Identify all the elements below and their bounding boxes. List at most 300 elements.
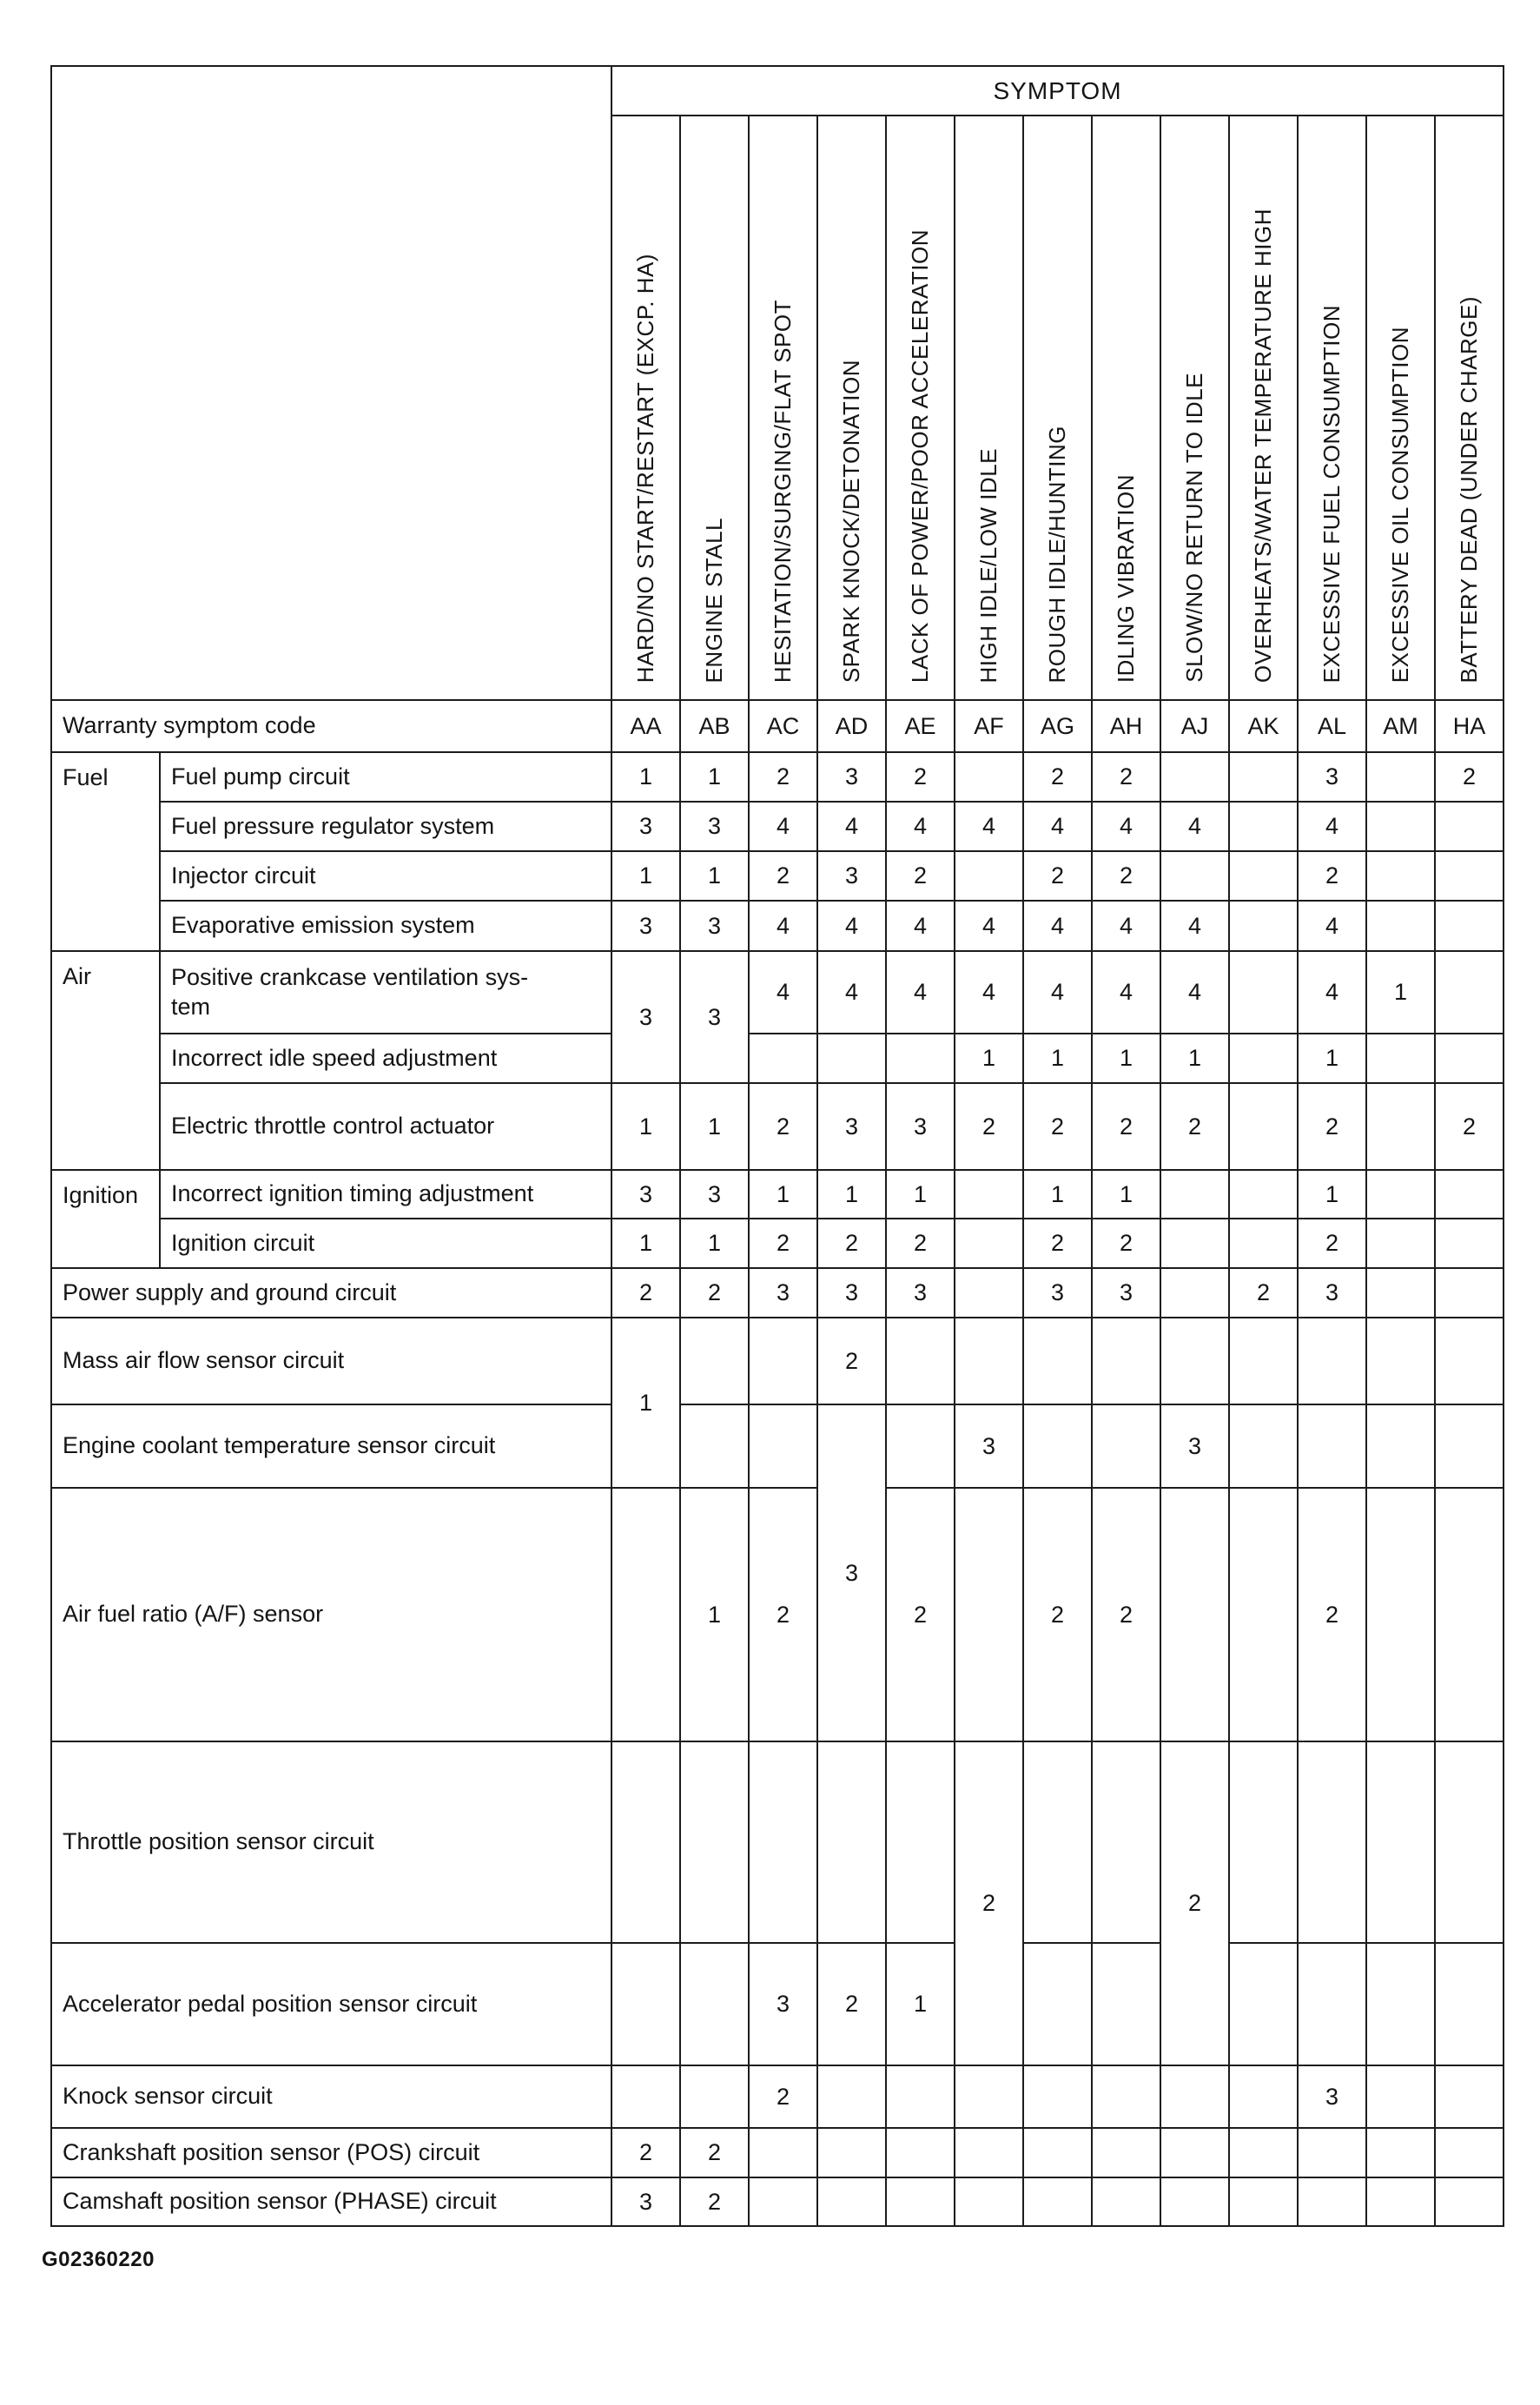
cell-camshaft-position-sensor-phase-circuit-ha — [1435, 2177, 1504, 2226]
warranty-code-af: AF — [955, 700, 1023, 752]
cell-incorrect-ignition-timing-adjustment-ha — [1435, 1170, 1504, 1219]
row-incorrect-idle-speed-adjustment — [51, 1034, 1504, 1083]
cell-electric-throttle-control-actuator-aa: 1 — [611, 1083, 680, 1170]
cell-crankshaft-position-sensor-pos-circuit-af — [955, 2128, 1023, 2177]
warranty-code-aa: AA — [611, 700, 680, 752]
cell-incorrect-ignition-timing-adjustment-ak — [1229, 1170, 1298, 1219]
cell-injector-circuit-ab: 1 — [680, 851, 749, 901]
row-air-fuel-ratio-sensor — [51, 1488, 1504, 1741]
cell-fuel-pressure-regulator-system-ab: 3 — [680, 802, 749, 851]
cell-engine-coolant-temperature-sensor-circuit-af: 3 — [955, 1404, 1023, 1488]
row-label-air-fuel-ratio-sensor: Air fuel ratio (A/F) sensor — [51, 1488, 611, 1741]
cell-engine-coolant-temperature-sensor-circuit-am — [1366, 1404, 1435, 1488]
row-knock-sensor-circuit — [51, 2065, 1504, 2128]
cell-crankshaft-position-sensor-pos-circuit-al — [1298, 2128, 1366, 2177]
column-header-aj — [1160, 116, 1229, 700]
row-accelerator-pedal-position-sensor-circuit — [51, 1943, 1504, 2065]
cell-camshaft-position-sensor-phase-circuit-ag — [1023, 2177, 1092, 2226]
cell-engine-coolant-temperature-sensor-circuit-ac — [749, 1404, 817, 1488]
column-header-ag — [1023, 116, 1092, 700]
cell-fuel-pressure-regulator-system-ac: 4 — [749, 802, 817, 851]
symptom-matrix-table — [50, 65, 1504, 2227]
cell-throttle-position-sensor-circuit-ag — [1023, 1741, 1092, 1943]
cell-air-fuel-ratio-sensor-aa — [611, 1488, 680, 1741]
cell-camshaft-position-sensor-phase-circuit-ab: 2 — [680, 2177, 749, 2226]
row-label-mass-air-flow-sensor-circuit: Mass air flow sensor circuit — [51, 1318, 611, 1404]
cell-camshaft-position-sensor-phase-circuit-al — [1298, 2177, 1366, 2226]
cell-knock-sensor-circuit-ak — [1229, 2065, 1298, 2128]
column-header-ha — [1435, 116, 1504, 700]
cell-ignition-circuit-aj — [1160, 1219, 1229, 1268]
row-label-throttle-position-sensor-circuit: Throttle position sensor circuit — [51, 1741, 611, 1943]
cell-throttle-position-sensor-circuit-al — [1298, 1741, 1366, 1943]
group-label-fuel: Fuel — [51, 752, 160, 951]
cell-engine-coolant-temperature-sensor-circuit-aj: 3 — [1160, 1404, 1229, 1488]
cell-air-fuel-ratio-sensor-ae: 2 — [886, 1488, 955, 1741]
cell-fuel-pressure-regulator-system-ah: 4 — [1092, 802, 1160, 851]
cell-incorrect-idle-speed-adjustment-al: 1 — [1298, 1034, 1366, 1083]
cell-ignition-circuit-ae: 2 — [886, 1219, 955, 1268]
cell-positive-crankcase-ventilation-system-af: 4 — [955, 951, 1023, 1034]
cell-injector-circuit-al: 2 — [1298, 851, 1366, 901]
cell-fuel-pump-circuit-aa: 1 — [611, 752, 680, 802]
row-engine-coolant-temperature-sensor-circuit — [51, 1404, 1504, 1488]
cell-injector-circuit-ak — [1229, 851, 1298, 901]
cell-fuel-pump-circuit-al: 3 — [1298, 752, 1366, 802]
cell-knock-sensor-circuit-ac: 2 — [749, 2065, 817, 2128]
cell-evaporative-emission-system-ab: 3 — [680, 901, 749, 951]
row-fuel-pump-circuit — [51, 752, 1504, 802]
cell-mass-air-flow-sensor-circuit-al — [1298, 1318, 1366, 1404]
cell-camshaft-position-sensor-phase-circuit-am — [1366, 2177, 1435, 2226]
cell-fuel-pressure-regulator-system-aa: 3 — [611, 802, 680, 851]
cell-incorrect-idle-speed-adjustment-ag: 1 — [1023, 1034, 1092, 1083]
cell-air-fuel-ratio-sensor-am — [1366, 1488, 1435, 1741]
cell-fuel-pump-circuit-ag: 2 — [1023, 752, 1092, 802]
cell-evaporative-emission-system-ah: 4 — [1092, 901, 1160, 951]
cell-mass-air-flow-sensor-circuit-ae — [886, 1318, 955, 1404]
cell-throttle-position-sensor-circuit-aj: 2 — [1160, 1741, 1229, 2065]
cell-injector-circuit-aj — [1160, 851, 1229, 901]
column-header-label-ak: OVERHEATS/WATER TEMPERATURE HIGH — [1249, 208, 1276, 683]
cell-electric-throttle-control-actuator-ac: 2 — [749, 1083, 817, 1170]
column-header-label-ah: IDLING VIBRATION — [1112, 473, 1139, 683]
cell-power-supply-and-ground-circuit-ak: 2 — [1229, 1268, 1298, 1318]
cell-positive-crankcase-ventilation-system-ae: 4 — [886, 951, 955, 1034]
cell-power-supply-and-ground-circuit-ac: 3 — [749, 1268, 817, 1318]
cell-crankshaft-position-sensor-pos-circuit-aj — [1160, 2128, 1229, 2177]
cell-accelerator-pedal-position-sensor-circuit-am — [1366, 1943, 1435, 2065]
cell-incorrect-ignition-timing-adjustment-ab: 3 — [680, 1170, 749, 1219]
cell-incorrect-ignition-timing-adjustment-ag: 1 — [1023, 1170, 1092, 1219]
cell-incorrect-ignition-timing-adjustment-al: 1 — [1298, 1170, 1366, 1219]
cell-knock-sensor-circuit-ag — [1023, 2065, 1092, 2128]
cell-crankshaft-position-sensor-pos-circuit-ag — [1023, 2128, 1092, 2177]
cell-throttle-position-sensor-circuit-ha — [1435, 1741, 1504, 1943]
cell-camshaft-position-sensor-phase-circuit-aa: 3 — [611, 2177, 680, 2226]
cell-air-fuel-ratio-sensor-ac: 2 — [749, 1488, 817, 1741]
column-header-label-al: EXCESSIVE FUEL CONSUMPTION — [1318, 304, 1345, 683]
cell-mass-air-flow-sensor-circuit-af — [955, 1318, 1023, 1404]
warranty-code-ag: AG — [1023, 700, 1092, 752]
cell-throttle-position-sensor-circuit-ac — [749, 1741, 817, 1943]
cell-crankshaft-position-sensor-pos-circuit-am — [1366, 2128, 1435, 2177]
row-label-crankshaft-position-sensor-pos-circuit: Crankshaft position sensor (POS) circuit — [51, 2128, 611, 2177]
cell-evaporative-emission-system-ae: 4 — [886, 901, 955, 951]
warranty-row-label: Warranty symptom code — [51, 700, 611, 752]
column-header-ac — [749, 116, 817, 700]
cell-fuel-pump-circuit-ac: 2 — [749, 752, 817, 802]
warranty-code-ac: AC — [749, 700, 817, 752]
cell-knock-sensor-circuit-ab — [680, 2065, 749, 2128]
cell-fuel-pump-circuit-ab: 1 — [680, 752, 749, 802]
cell-ignition-circuit-am — [1366, 1219, 1435, 1268]
cell-incorrect-ignition-timing-adjustment-aa: 3 — [611, 1170, 680, 1219]
row-incorrect-ignition-timing-adjustment — [51, 1170, 1504, 1219]
cell-mass-air-flow-sensor-circuit-am — [1366, 1318, 1435, 1404]
cell-fuel-pressure-regulator-system-ag: 4 — [1023, 802, 1092, 851]
cell-accelerator-pedal-position-sensor-circuit-ak — [1229, 1943, 1298, 2065]
column-header-ak — [1229, 116, 1298, 700]
cell-ignition-circuit-ha — [1435, 1219, 1504, 1268]
row-throttle-position-sensor-circuit — [51, 1741, 1504, 1943]
cell-knock-sensor-circuit-ad — [817, 2065, 886, 2128]
cell-ignition-circuit-ad: 2 — [817, 1219, 886, 1268]
cell-positive-crankcase-ventilation-system-aa: 3 — [611, 951, 680, 1083]
cell-ignition-circuit-ag: 2 — [1023, 1219, 1092, 1268]
cell-throttle-position-sensor-circuit-af: 2 — [955, 1741, 1023, 2065]
group-label-air: Air — [51, 951, 160, 1170]
cell-engine-coolant-temperature-sensor-circuit-ab — [680, 1404, 749, 1488]
cell-incorrect-idle-speed-adjustment-ac — [749, 1034, 817, 1083]
cell-incorrect-ignition-timing-adjustment-ad: 1 — [817, 1170, 886, 1219]
cell-fuel-pressure-regulator-system-ae: 4 — [886, 802, 955, 851]
cell-camshaft-position-sensor-phase-circuit-ak — [1229, 2177, 1298, 2226]
cell-power-supply-and-ground-circuit-ha — [1435, 1268, 1504, 1318]
cell-positive-crankcase-ventilation-system-ah: 4 — [1092, 951, 1160, 1034]
cell-throttle-position-sensor-circuit-aa — [611, 1741, 680, 1943]
cell-evaporative-emission-system-ad: 4 — [817, 901, 886, 951]
row-label-incorrect-idle-speed-adjustment: Incorrect idle speed adjustment — [160, 1034, 611, 1083]
cell-knock-sensor-circuit-aj — [1160, 2065, 1229, 2128]
cell-mass-air-flow-sensor-circuit-ha — [1435, 1318, 1504, 1404]
warranty-code-ak: AK — [1229, 700, 1298, 752]
cell-evaporative-emission-system-ag: 4 — [1023, 901, 1092, 951]
row-label-electric-throttle-control-actuator: Electric throttle control actuator — [160, 1083, 611, 1170]
warranty-code-ad: AD — [817, 700, 886, 752]
cell-camshaft-position-sensor-phase-circuit-af — [955, 2177, 1023, 2226]
row-injector-circuit — [51, 851, 1504, 901]
cell-air-fuel-ratio-sensor-al: 2 — [1298, 1488, 1366, 1741]
cell-throttle-position-sensor-circuit-ab — [680, 1741, 749, 1943]
cell-electric-throttle-control-actuator-ak — [1229, 1083, 1298, 1170]
row-label-camshaft-position-sensor-phase-circuit: Camshaft position sensor (PHASE) circuit — [51, 2177, 611, 2226]
cell-mass-air-flow-sensor-circuit-ah — [1092, 1318, 1160, 1404]
cell-ignition-circuit-af — [955, 1219, 1023, 1268]
cell-fuel-pump-circuit-am — [1366, 752, 1435, 802]
column-header-ab — [680, 116, 749, 700]
cell-knock-sensor-circuit-am — [1366, 2065, 1435, 2128]
cell-fuel-pump-circuit-ah: 2 — [1092, 752, 1160, 802]
cell-engine-coolant-temperature-sensor-circuit-ae — [886, 1404, 955, 1488]
cell-throttle-position-sensor-circuit-ah — [1092, 1741, 1160, 1943]
cell-power-supply-and-ground-circuit-am — [1366, 1268, 1435, 1318]
cell-electric-throttle-control-actuator-ag: 2 — [1023, 1083, 1092, 1170]
cell-fuel-pressure-regulator-system-aj: 4 — [1160, 802, 1229, 851]
cell-fuel-pressure-regulator-system-am — [1366, 802, 1435, 851]
cell-power-supply-and-ground-circuit-ah: 3 — [1092, 1268, 1160, 1318]
row-label-positive-crankcase-ventilation-system: Positive crankcase ventilation sys- tem — [160, 951, 611, 1034]
cell-incorrect-ignition-timing-adjustment-ac: 1 — [749, 1170, 817, 1219]
cell-power-supply-and-ground-circuit-af — [955, 1268, 1023, 1318]
row-positive-crankcase-ventilation-system — [51, 951, 1504, 1034]
cell-evaporative-emission-system-af: 4 — [955, 901, 1023, 951]
cell-injector-circuit-ag: 2 — [1023, 851, 1092, 901]
cell-incorrect-idle-speed-adjustment-ha — [1435, 1034, 1504, 1083]
cell-crankshaft-position-sensor-pos-circuit-ae — [886, 2128, 955, 2177]
cell-crankshaft-position-sensor-pos-circuit-ah — [1092, 2128, 1160, 2177]
warranty-code-ha: HA — [1435, 700, 1504, 752]
table-corner — [51, 66, 611, 700]
cell-fuel-pump-circuit-ae: 2 — [886, 752, 955, 802]
cell-positive-crankcase-ventilation-system-ad: 4 — [817, 951, 886, 1034]
cell-incorrect-idle-speed-adjustment-ah: 1 — [1092, 1034, 1160, 1083]
cell-fuel-pump-circuit-ad: 3 — [817, 752, 886, 802]
cell-positive-crankcase-ventilation-system-am: 1 — [1366, 951, 1435, 1034]
cell-throttle-position-sensor-circuit-ak — [1229, 1741, 1298, 1943]
cell-accelerator-pedal-position-sensor-circuit-ag — [1023, 1943, 1092, 2065]
cell-knock-sensor-circuit-aa — [611, 2065, 680, 2128]
cell-crankshaft-position-sensor-pos-circuit-ha — [1435, 2128, 1504, 2177]
row-camshaft-position-sensor-phase-circuit — [51, 2177, 1504, 2226]
cell-fuel-pump-circuit-ak — [1229, 752, 1298, 802]
cell-air-fuel-ratio-sensor-ha — [1435, 1488, 1504, 1741]
cell-throttle-position-sensor-circuit-ad — [817, 1741, 886, 1943]
row-evaporative-emission-system — [51, 901, 1504, 951]
column-header-label-ab: ENGINE STALL — [700, 517, 727, 683]
column-header-label-ae: LACK OF POWER/POOR ACCELERATION — [906, 228, 933, 683]
cell-ignition-circuit-ah: 2 — [1092, 1219, 1160, 1268]
cell-fuel-pressure-regulator-system-ad: 4 — [817, 802, 886, 851]
cell-accelerator-pedal-position-sensor-circuit-ae: 1 — [886, 1943, 955, 2065]
cell-camshaft-position-sensor-phase-circuit-ad — [817, 2177, 886, 2226]
cell-knock-sensor-circuit-al: 3 — [1298, 2065, 1366, 2128]
row-power-supply-and-ground-circuit — [51, 1268, 1504, 1318]
symptom-header: SYMPTOM — [611, 66, 1504, 116]
cell-incorrect-idle-speed-adjustment-ak — [1229, 1034, 1298, 1083]
cell-fuel-pressure-regulator-system-al: 4 — [1298, 802, 1366, 851]
cell-incorrect-idle-speed-adjustment-af: 1 — [955, 1034, 1023, 1083]
figure-code: G02360220 — [42, 2248, 155, 2271]
row-label-fuel-pressure-regulator-system: Fuel pressure regulator system — [160, 802, 611, 851]
cell-crankshaft-position-sensor-pos-circuit-ad — [817, 2128, 886, 2177]
cell-incorrect-ignition-timing-adjustment-ae: 1 — [886, 1170, 955, 1219]
cell-incorrect-idle-speed-adjustment-ad — [817, 1034, 886, 1083]
cell-mass-air-flow-sensor-circuit-ak — [1229, 1318, 1298, 1404]
row-mass-air-flow-sensor-circuit — [51, 1318, 1504, 1404]
cell-injector-circuit-am — [1366, 851, 1435, 901]
cell-incorrect-idle-speed-adjustment-aj: 1 — [1160, 1034, 1229, 1083]
cell-incorrect-ignition-timing-adjustment-ah: 1 — [1092, 1170, 1160, 1219]
cell-fuel-pressure-regulator-system-ak — [1229, 802, 1298, 851]
warranty-code-ab: AB — [680, 700, 749, 752]
cell-power-supply-and-ground-circuit-aj — [1160, 1268, 1229, 1318]
cell-positive-crankcase-ventilation-system-ha — [1435, 951, 1504, 1034]
cell-electric-throttle-control-actuator-ab: 1 — [680, 1083, 749, 1170]
cell-positive-crankcase-ventilation-system-ak — [1229, 951, 1298, 1034]
cell-mass-air-flow-sensor-circuit-ab — [680, 1318, 749, 1404]
cell-mass-air-flow-sensor-circuit-aj — [1160, 1318, 1229, 1404]
cell-positive-crankcase-ventilation-system-ac: 4 — [749, 951, 817, 1034]
column-header-ah — [1092, 116, 1160, 700]
cell-fuel-pump-circuit-aj — [1160, 752, 1229, 802]
cell-air-fuel-ratio-sensor-ak — [1229, 1488, 1298, 1741]
cell-camshaft-position-sensor-phase-circuit-aj — [1160, 2177, 1229, 2226]
column-header-label-ac: HESITATION/SURGING/FLAT SPOT — [769, 299, 796, 683]
cell-engine-coolant-temperature-sensor-circuit-ak — [1229, 1404, 1298, 1488]
cell-electric-throttle-control-actuator-aj: 2 — [1160, 1083, 1229, 1170]
column-header-al — [1298, 116, 1366, 700]
cell-camshaft-position-sensor-phase-circuit-ac — [749, 2177, 817, 2226]
row-ignition-circuit — [51, 1219, 1504, 1268]
cell-accelerator-pedal-position-sensor-circuit-ha — [1435, 1943, 1504, 2065]
cell-incorrect-ignition-timing-adjustment-am — [1366, 1170, 1435, 1219]
cell-crankshaft-position-sensor-pos-circuit-ac — [749, 2128, 817, 2177]
cell-air-fuel-ratio-sensor-ah: 2 — [1092, 1488, 1160, 1741]
cell-positive-crankcase-ventilation-system-ab: 3 — [680, 951, 749, 1083]
cell-camshaft-position-sensor-phase-circuit-ah — [1092, 2177, 1160, 2226]
cell-ignition-circuit-ac: 2 — [749, 1219, 817, 1268]
cell-engine-coolant-temperature-sensor-circuit-ag — [1023, 1404, 1092, 1488]
cell-electric-throttle-control-actuator-ae: 3 — [886, 1083, 955, 1170]
cell-incorrect-idle-speed-adjustment-ae — [886, 1034, 955, 1083]
cell-engine-coolant-temperature-sensor-circuit-ha — [1435, 1404, 1504, 1488]
cell-knock-sensor-circuit-ae — [886, 2065, 955, 2128]
cell-fuel-pump-circuit-ha: 2 — [1435, 752, 1504, 802]
cell-power-supply-and-ground-circuit-ad: 3 — [817, 1268, 886, 1318]
cell-evaporative-emission-system-am — [1366, 901, 1435, 951]
row-label-fuel-pump-circuit: Fuel pump circuit — [160, 752, 611, 802]
column-header-ae — [886, 116, 955, 700]
cell-ignition-circuit-al: 2 — [1298, 1219, 1366, 1268]
cell-accelerator-pedal-position-sensor-circuit-al — [1298, 1943, 1366, 2065]
cell-crankshaft-position-sensor-pos-circuit-ab: 2 — [680, 2128, 749, 2177]
cell-mass-air-flow-sensor-circuit-aa: 1 — [611, 1318, 680, 1488]
cell-knock-sensor-circuit-ha — [1435, 2065, 1504, 2128]
cell-knock-sensor-circuit-ah — [1092, 2065, 1160, 2128]
symptom-header-row — [51, 66, 1504, 116]
cell-mass-air-flow-sensor-circuit-ag — [1023, 1318, 1092, 1404]
cell-accelerator-pedal-position-sensor-circuit-ab — [680, 1943, 749, 2065]
row-crankshaft-position-sensor-pos-circuit — [51, 2128, 1504, 2177]
warranty-code-aj: AJ — [1160, 700, 1229, 752]
cell-throttle-position-sensor-circuit-am — [1366, 1741, 1435, 1943]
cell-air-fuel-ratio-sensor-aj — [1160, 1488, 1229, 1741]
row-label-ignition-circuit: Ignition circuit — [160, 1219, 611, 1268]
row-label-accelerator-pedal-position-sensor-circuit: Accelerator pedal position sensor circuit — [51, 1943, 611, 2065]
cell-injector-circuit-ac: 2 — [749, 851, 817, 901]
column-header-label-ag: ROUGH IDLE/HUNTING — [1043, 425, 1070, 683]
cell-electric-throttle-control-actuator-am — [1366, 1083, 1435, 1170]
warranty-code-al: AL — [1298, 700, 1366, 752]
cell-positive-crankcase-ventilation-system-ag: 4 — [1023, 951, 1092, 1034]
row-label-power-supply-and-ground-circuit: Power supply and ground circuit — [51, 1268, 611, 1318]
cell-ignition-circuit-aa: 1 — [611, 1219, 680, 1268]
column-header-label-aj: SLOW/NO RETURN TO IDLE — [1180, 373, 1207, 683]
cell-electric-throttle-control-actuator-af: 2 — [955, 1083, 1023, 1170]
cell-incorrect-idle-speed-adjustment-am — [1366, 1034, 1435, 1083]
warranty-symptom-code-row — [51, 700, 1504, 752]
cell-mass-air-flow-sensor-circuit-ad: 2 — [817, 1318, 886, 1404]
row-label-engine-coolant-temperature-sensor-circuit: Engine coolant temperature sensor circuit — [51, 1404, 611, 1488]
cell-injector-circuit-ha — [1435, 851, 1504, 901]
cell-camshaft-position-sensor-phase-circuit-ae — [886, 2177, 955, 2226]
cell-injector-circuit-ae: 2 — [886, 851, 955, 901]
cell-crankshaft-position-sensor-pos-circuit-ak — [1229, 2128, 1298, 2177]
cell-injector-circuit-af — [955, 851, 1023, 901]
column-header-af — [955, 116, 1023, 700]
row-label-knock-sensor-circuit: Knock sensor circuit — [51, 2065, 611, 2128]
group-label-ignition: Ignition — [51, 1170, 160, 1268]
cell-positive-crankcase-ventilation-system-al: 4 — [1298, 951, 1366, 1034]
cell-accelerator-pedal-position-sensor-circuit-ah — [1092, 1943, 1160, 2065]
cell-injector-circuit-ad: 3 — [817, 851, 886, 901]
column-header-am — [1366, 116, 1435, 700]
cell-incorrect-ignition-timing-adjustment-af — [955, 1170, 1023, 1219]
cell-power-supply-and-ground-circuit-aa: 2 — [611, 1268, 680, 1318]
cell-electric-throttle-control-actuator-ha: 2 — [1435, 1083, 1504, 1170]
cell-evaporative-emission-system-ac: 4 — [749, 901, 817, 951]
cell-accelerator-pedal-position-sensor-circuit-aa — [611, 1943, 680, 2065]
row-label-evaporative-emission-system: Evaporative emission system — [160, 901, 611, 951]
column-header-label-ha: BATTERY DEAD (UNDER CHARGE) — [1455, 295, 1482, 683]
cell-power-supply-and-ground-circuit-ag: 3 — [1023, 1268, 1092, 1318]
row-electric-throttle-control-actuator — [51, 1083, 1504, 1170]
cell-evaporative-emission-system-aj: 4 — [1160, 901, 1229, 951]
cell-power-supply-and-ground-circuit-ae: 3 — [886, 1268, 955, 1318]
cell-evaporative-emission-system-ak — [1229, 901, 1298, 951]
row-label-incorrect-ignition-timing-adjustment: Incorrect ignition timing adjustment — [160, 1170, 611, 1219]
cell-positive-crankcase-ventilation-system-aj: 4 — [1160, 951, 1229, 1034]
column-header-label-af: HIGH IDLE/LOW IDLE — [975, 447, 1001, 683]
matrix-body — [51, 752, 1504, 2226]
cell-power-supply-and-ground-circuit-ab: 2 — [680, 1268, 749, 1318]
symptom-matrix-page — [0, 65, 1540, 2272]
cell-air-fuel-ratio-sensor-ab: 1 — [680, 1488, 749, 1741]
cell-knock-sensor-circuit-af — [955, 2065, 1023, 2128]
row-label-injector-circuit: Injector circuit — [160, 851, 611, 901]
warranty-code-ah: AH — [1092, 700, 1160, 752]
cell-accelerator-pedal-position-sensor-circuit-ad: 2 — [817, 1943, 886, 2065]
cell-electric-throttle-control-actuator-ad: 3 — [817, 1083, 886, 1170]
cell-evaporative-emission-system-ha — [1435, 901, 1504, 951]
cell-evaporative-emission-system-aa: 3 — [611, 901, 680, 951]
cell-air-fuel-ratio-sensor-ag: 2 — [1023, 1488, 1092, 1741]
cell-evaporative-emission-system-al: 4 — [1298, 901, 1366, 951]
cell-accelerator-pedal-position-sensor-circuit-ac: 3 — [749, 1943, 817, 2065]
cell-fuel-pressure-regulator-system-ha — [1435, 802, 1504, 851]
column-header-label-am: EXCESSIVE OIL CONSUMPTION — [1386, 326, 1413, 683]
column-header-label-ad: SPARK KNOCK/DETONATION — [837, 359, 864, 683]
warranty-code-ae: AE — [886, 700, 955, 752]
cell-electric-throttle-control-actuator-ah: 2 — [1092, 1083, 1160, 1170]
cell-engine-coolant-temperature-sensor-circuit-ah — [1092, 1404, 1160, 1488]
column-header-label-aa: HARD/NO START/RESTART (EXCP. HA) — [631, 253, 658, 683]
cell-engine-coolant-temperature-sensor-circuit-ad: 3 — [817, 1404, 886, 1741]
column-header-ad — [817, 116, 886, 700]
cell-injector-circuit-ah: 2 — [1092, 851, 1160, 901]
cell-ignition-circuit-ab: 1 — [680, 1219, 749, 1268]
